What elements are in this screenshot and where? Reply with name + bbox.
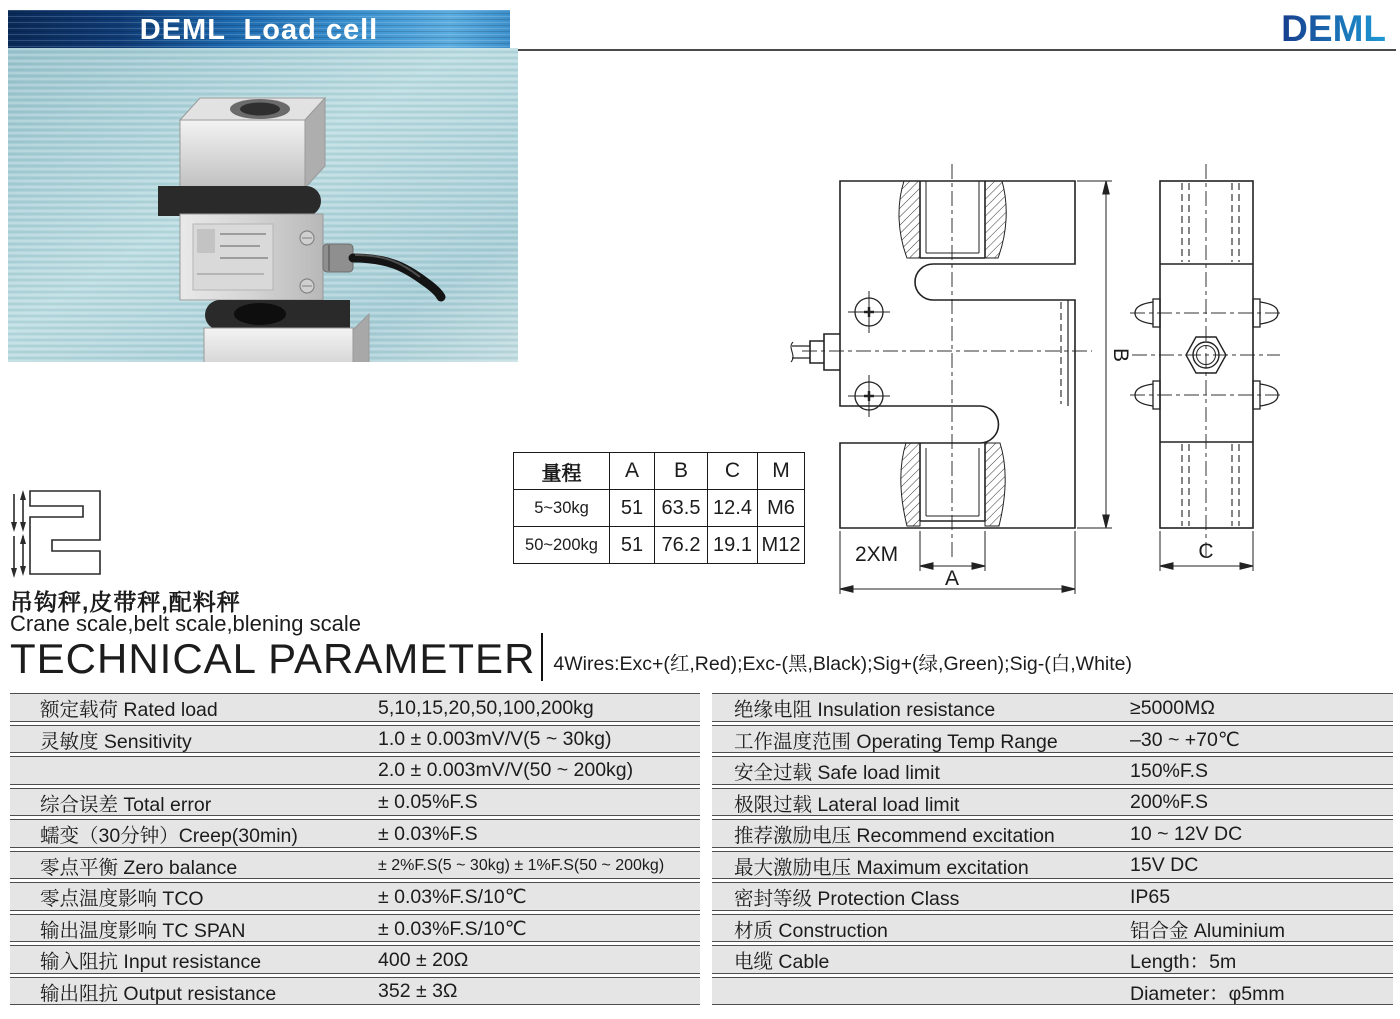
param-row xyxy=(712,851,1393,880)
param-label: 极限过载 Lateral load limit xyxy=(734,793,960,816)
param-row xyxy=(10,851,700,880)
param-value: 2.0 ± 0.003mV/V(50 ~ 200kg) xyxy=(378,758,634,781)
applications-zh: 吊钩秤,皮带秤,配料秤 xyxy=(10,589,241,615)
dims-cell: M12 xyxy=(758,527,805,564)
param-value: 1.0 ± 0.003mV/V(5 ~ 30kg) xyxy=(378,728,612,750)
header-divider xyxy=(508,49,1396,51)
param-value: 10 ~ 12V DC xyxy=(1130,822,1243,845)
dims-cell: 51 xyxy=(610,527,655,564)
dims-header-cell: B xyxy=(655,453,708,490)
param-label: 材质 Construction xyxy=(734,919,888,942)
dims-cell: 5~30kg xyxy=(514,490,610,527)
dims-row xyxy=(514,527,805,564)
applications-en: Crane scale,belt scale,blening scale xyxy=(10,611,361,636)
dims-row xyxy=(514,490,805,527)
param-label: 推荐激励电压 Recommend excitation xyxy=(734,825,1055,847)
param-row xyxy=(712,756,1393,785)
param-label: 输入阻抗 Input resistance xyxy=(40,951,262,973)
param-value: –30 ~ +70℃ xyxy=(1130,728,1240,751)
s-load-cell-icon xyxy=(8,488,113,583)
param-row xyxy=(712,819,1393,848)
param-value: Length：5m xyxy=(1130,951,1237,973)
dims-cell: 63.5 xyxy=(655,490,708,527)
param-label: 灵敏度 Sensitivity xyxy=(40,730,192,753)
label-c: C xyxy=(1198,540,1214,563)
param-value: 15V DC xyxy=(1130,854,1199,876)
title-divider-bar xyxy=(541,633,543,681)
dims-header-cell: A xyxy=(610,453,655,490)
center-lines xyxy=(802,164,1284,558)
param-label: 最大激励电压 Maximum excitation xyxy=(734,856,1029,879)
product-photo xyxy=(8,48,518,362)
param-label: 密封等级 Protection Class xyxy=(734,888,960,910)
param-label: 零点平衡 Zero balance xyxy=(40,856,238,879)
param-row xyxy=(10,756,700,785)
dims-header-row xyxy=(514,453,805,490)
param-value: 铝合金 Aluminium xyxy=(1130,919,1285,942)
param-value: Diameter：φ5mm xyxy=(1130,982,1285,1005)
param-value: 400 ± 20Ω xyxy=(378,948,469,971)
param-value: ≥5000MΩ xyxy=(1130,696,1215,719)
param-value: 5,10,15,20,50,100,200kg xyxy=(378,696,594,719)
param-value: ± 2%F.S(5 ~ 30kg) ± 1%F.S(50 ~ 200kg) xyxy=(378,856,665,874)
header-banner xyxy=(8,10,510,50)
param-value: 150%F.S xyxy=(1130,759,1209,782)
label-a: A xyxy=(944,567,960,590)
param-label: 额定载荷 Rated load xyxy=(40,699,218,721)
param-value: ± 0.03%F.S/10℃ xyxy=(378,886,527,908)
param-row xyxy=(10,788,700,817)
param-row xyxy=(712,914,1393,943)
s-shape xyxy=(30,491,100,574)
param-row xyxy=(712,693,1393,722)
param-row xyxy=(712,725,1393,754)
param-label: 安全过载 Safe load limit xyxy=(734,762,940,784)
param-row xyxy=(712,977,1393,1006)
param-value: ± 0.03%F.S/10℃ xyxy=(378,917,527,940)
dims-cell: 19.1 xyxy=(708,527,758,564)
dims-cell: 50~200kg xyxy=(514,527,610,564)
engineering-drawing xyxy=(780,158,1400,605)
param-label: 综合误差 Total error xyxy=(40,793,212,816)
param-label: 工作温度范围 Operating Temp Range xyxy=(734,730,1058,753)
param-row xyxy=(10,693,700,722)
brand-logo: DEML xyxy=(1281,8,1386,49)
params-right xyxy=(712,693,1393,1008)
dimensions-table xyxy=(513,452,805,564)
param-value: 352 ± 3Ω xyxy=(378,980,458,1002)
param-value: ± 0.03%F.S xyxy=(378,822,478,845)
param-label: 电缆 Cable xyxy=(734,951,830,973)
label-2xm: 2XM xyxy=(855,543,899,566)
dims-cell: 12.4 xyxy=(708,490,758,527)
param-label: 输出温度影响 TC SPAN xyxy=(40,919,246,942)
param-row xyxy=(10,945,700,974)
param-value: 200%F.S xyxy=(1130,791,1209,813)
dims-header-cell: 量程 xyxy=(514,453,610,490)
upper-slot xyxy=(158,186,321,216)
dims-header-cell: C xyxy=(708,453,758,490)
dims-header-cell: M xyxy=(758,453,805,490)
param-label: 零点温度影响 TCO xyxy=(40,888,204,910)
param-row xyxy=(10,819,700,848)
param-row xyxy=(10,725,700,754)
params-left xyxy=(10,693,700,1008)
param-value: IP65 xyxy=(1130,885,1171,908)
dims-cell: M6 xyxy=(758,490,805,527)
banner-title: DEML Load cell xyxy=(139,13,379,46)
label-b: B xyxy=(1109,347,1132,363)
param-label: 输出阻抗 Output resistance xyxy=(40,982,277,1005)
param-row xyxy=(10,914,700,943)
wires-note: 4Wires:Exc+(红,Red);Exc-(黑,Black);Sig+(绿,Green);Sig-(白,White) xyxy=(553,653,1133,675)
param-value: ± 0.05%F.S xyxy=(378,791,478,813)
front-view xyxy=(791,181,1075,528)
dims-cell: 76.2 xyxy=(655,527,708,564)
param-label: 蠕变（30分钟）Creep(30min) xyxy=(40,825,298,847)
param-label: 绝缘电阻 Insulation resistance xyxy=(734,699,996,721)
param-row xyxy=(712,882,1393,911)
param-row xyxy=(10,882,700,911)
param-row xyxy=(712,788,1393,817)
section-title-row xyxy=(10,633,1132,681)
param-row xyxy=(712,945,1393,974)
param-row xyxy=(10,977,700,1006)
section-title: TECHNICAL PARAMETER xyxy=(10,634,536,682)
dims-cell: 51 xyxy=(610,490,655,527)
